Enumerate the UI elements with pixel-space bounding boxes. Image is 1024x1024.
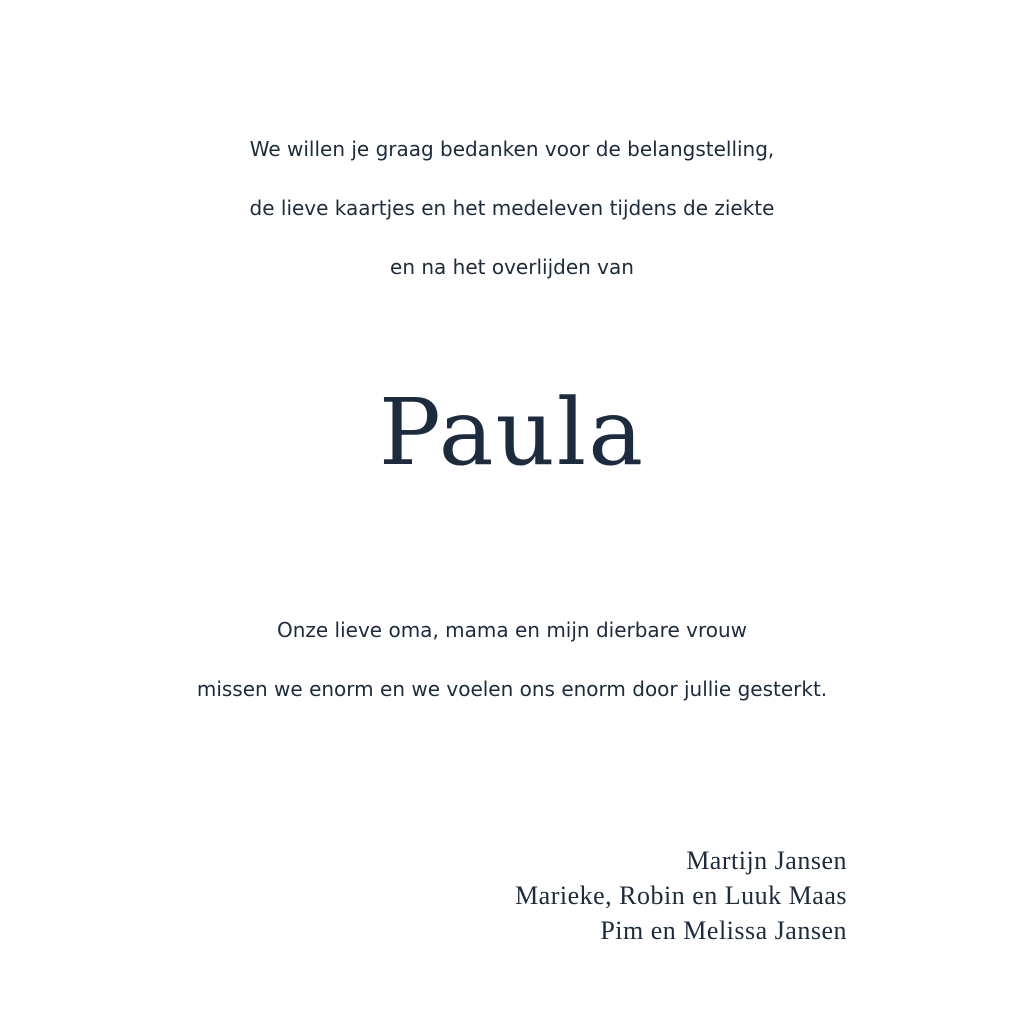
signature-line: Marieke, Robin en Luuk Maas xyxy=(515,881,847,910)
deceased-name: Paula xyxy=(378,379,646,486)
signature-block xyxy=(515,843,847,948)
closing-line: Onze lieve oma, mama en mijn dierbare vrouw xyxy=(276,618,748,642)
intro-line: We willen je graag bedanken voor de belangstelling, xyxy=(249,137,775,161)
intro-line: de lieve kaartjes en het medeleven tijdens de ziekte xyxy=(249,196,775,220)
intro-line: en na het overlijden van xyxy=(390,255,634,279)
closing-line: missen we enorm en we voelen ons enorm door jullie gesterkt. xyxy=(196,677,828,701)
signature-line: Pim en Melissa Jansen xyxy=(600,916,847,945)
signature-line: Martijn Jansen xyxy=(686,846,847,875)
